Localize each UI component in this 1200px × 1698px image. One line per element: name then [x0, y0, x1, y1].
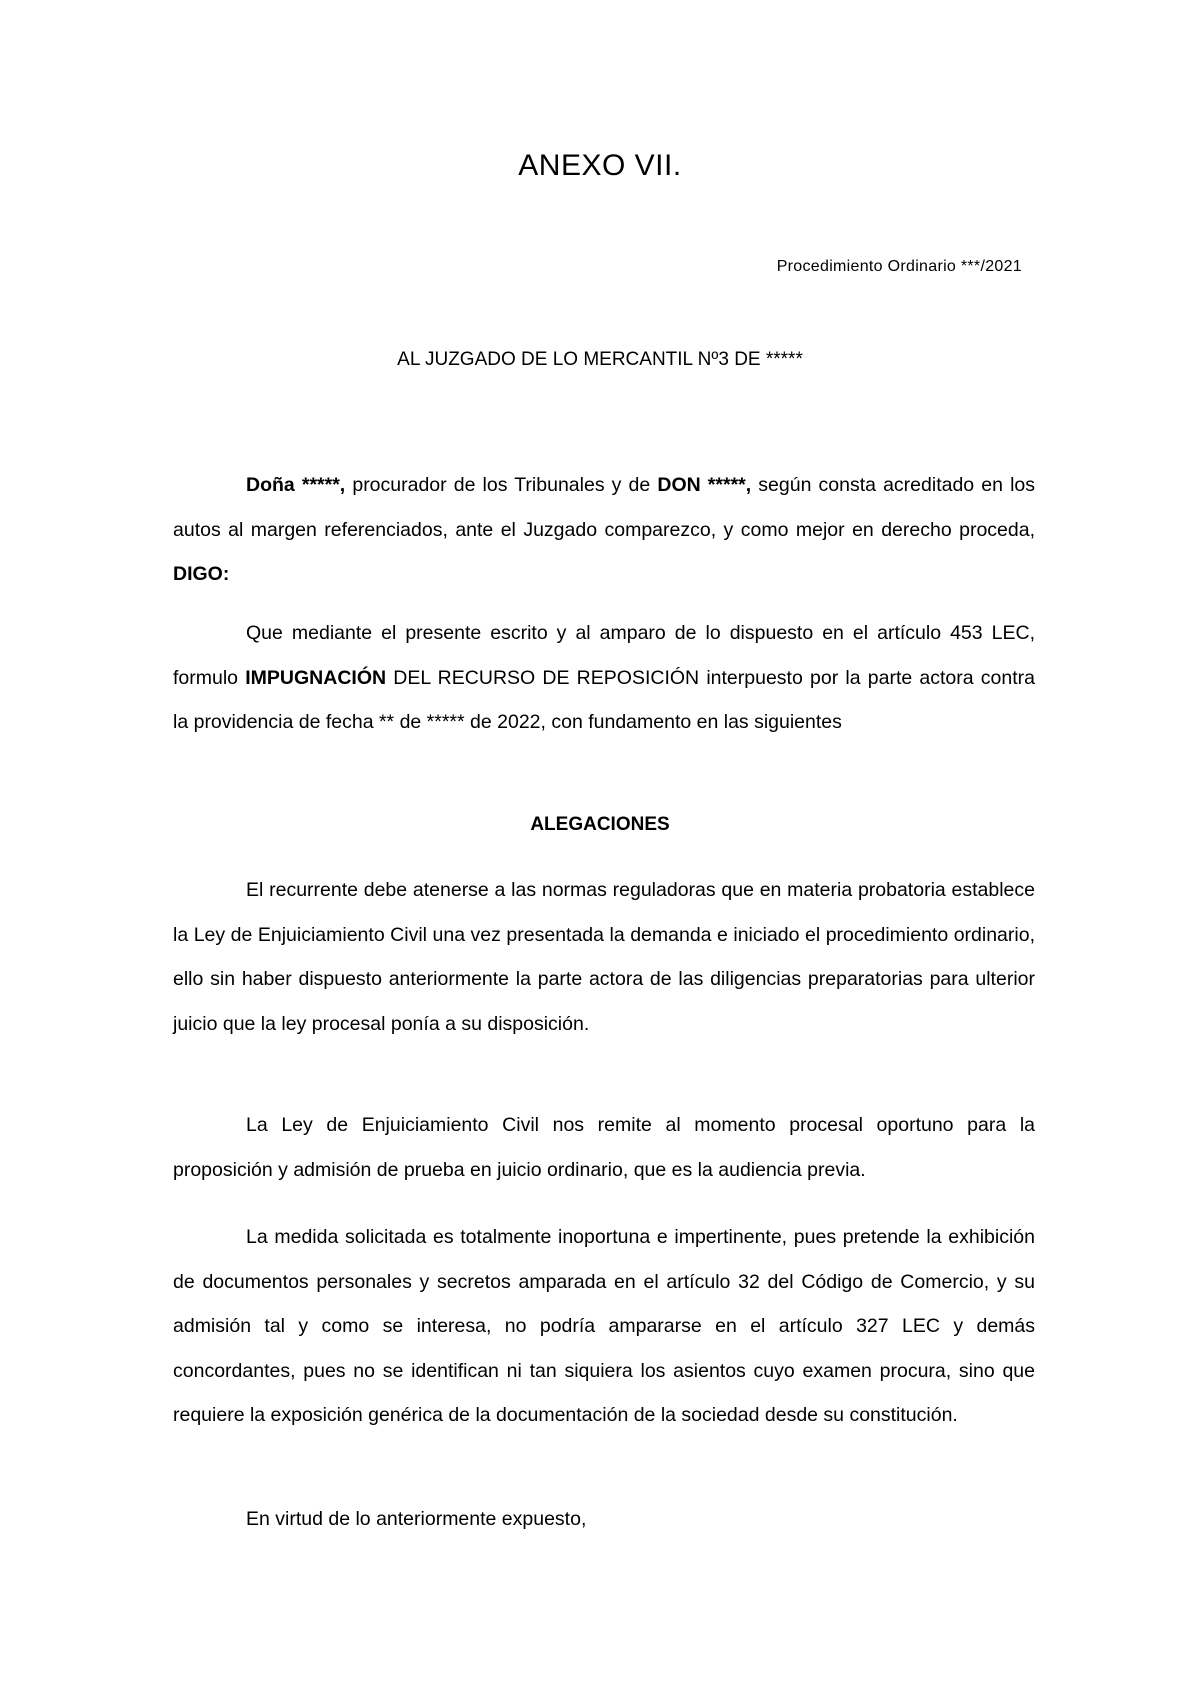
closing-paragraph: En virtud de lo anteriormente expuesto, [246, 1508, 587, 1530]
court-addressee: AL JUZGADO DE LO MERCANTIL Nº3 DE ***** [397, 349, 803, 370]
impugnacion-bold: IMPUGNACIÓN [245, 666, 387, 689]
intro-paragraph [173, 463, 1035, 597]
document-title: ANEXO VII. [518, 149, 682, 182]
intro-bold-name: Doña *****, [246, 474, 346, 496]
impugnacion-text-1: Que mediante el presente escrito y al amparo de lo dispuesto en el artículo 453 LEC, formulo [173, 622, 1035, 689]
alegacion-paragraph-1: El recurrente debe atenerse a las normas reguladoras que en materia probatoria establece la Ley de Enjuiciamiento Civil una vez presentada la demanda e iniciado el procedimiento ordinario, ello sin haber dispuesto anteriormente la parte actora de las diligencias preparatorias para ulterior juicio que la ley procesal ponía a su disposición. [173, 879, 1035, 1035]
impugnacion-paragraph [173, 611, 1035, 745]
alegacion-paragraph-3: La medida solicitada es totalmente inoportuna e impertinente, pues pretende la exhibición de documentos personales y secretos amparada en el artículo 32 del Código de Comercio, y su admisión tal y como se interesa, no podría ampararse en el artículo 327 LEC y demás concordantes, pues no se identifican ni tan siquiera los asientos cuyo examen procura, sino que requiere la exposición genérica de la documentación de la sociedad desde su constitución. [173, 1226, 1035, 1426]
intro-bold-client: DON *****, [657, 474, 752, 496]
procedure-reference: Procedimiento Ordinario ***/2021 [776, 258, 1022, 275]
impugnacion-text-2: DEL RECURSO DE REPOSICIÓN interpuesto por la parte actora contra la providencia de fecha ** de ***** de 2022, con fundamento en las siguientes [173, 666, 1035, 733]
intro-text-2: según consta acreditado en los autos al margen referenciados, ante el Juzgado comparezco, y como mejor en derecho proceda, [173, 474, 1035, 541]
alegacion-paragraph-2: La Ley de Enjuiciamiento Civil nos remite al momento procesal oportuno para la proposición y admisión de prueba en juicio ordinario, que es la audiencia previa. [173, 1114, 1035, 1181]
intro-text-1: procurador de los Tribunales y de [345, 474, 658, 496]
intro-bold-digo: DIGO: [173, 563, 230, 585]
section-heading: ALEGACIONES [530, 814, 670, 835]
